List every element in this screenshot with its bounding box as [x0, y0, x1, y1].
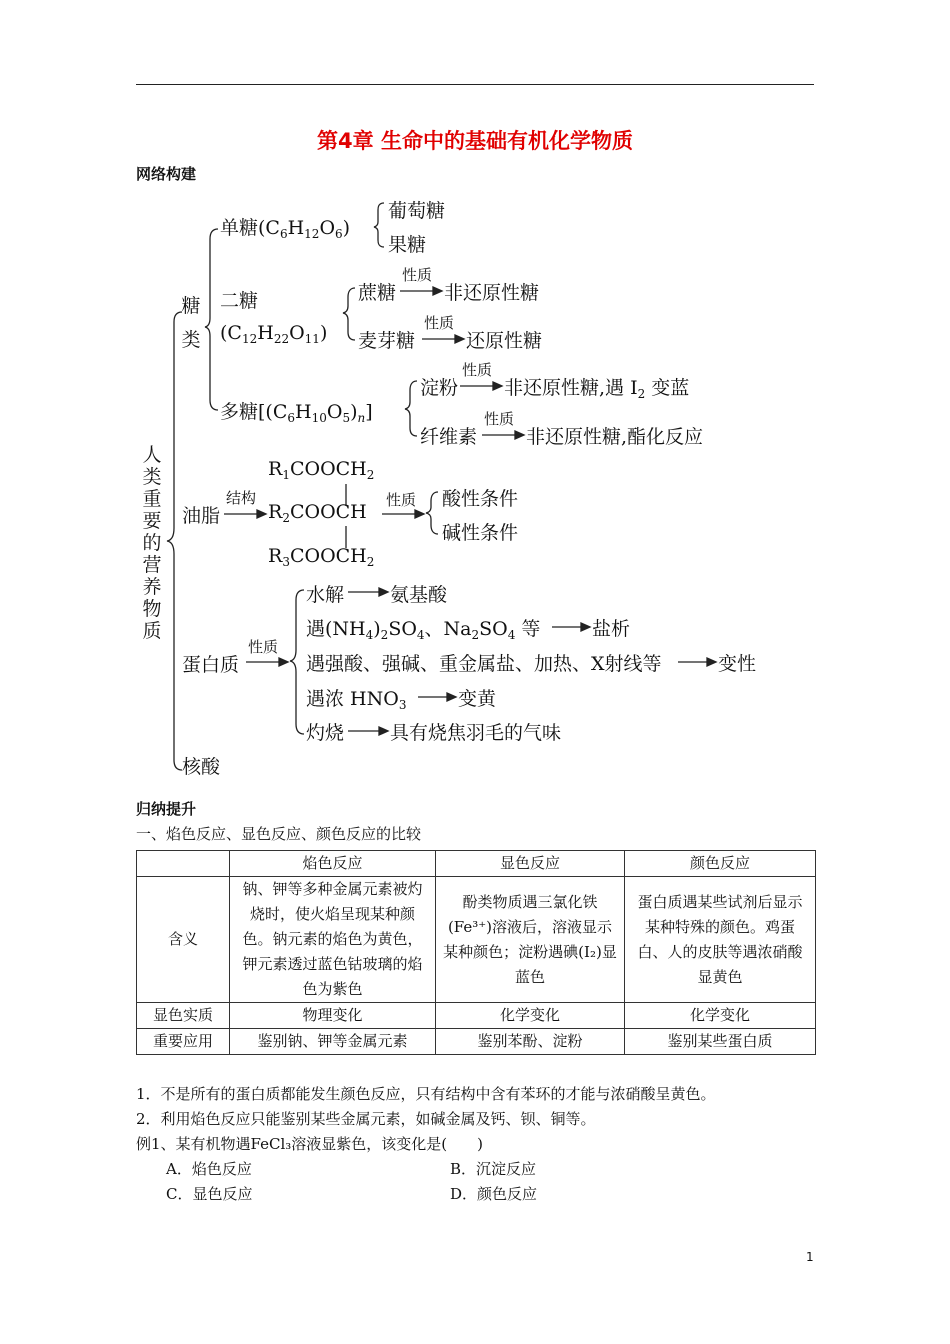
- protein-label: 蛋白质: [182, 654, 240, 676]
- protein-prop-label: 性质: [248, 638, 279, 656]
- cellulose-result: 非还原性糖,酯化反应: [526, 426, 704, 448]
- protein-burn-result: 具有烧焦羽毛的气味: [390, 722, 562, 744]
- table-row: [137, 1029, 816, 1055]
- maltose-prop-label: 性质: [424, 314, 455, 332]
- root-label: 人类重要的营养物质: [142, 444, 162, 642]
- page-title: 第4章 生命中的基础有机化学物质: [317, 129, 633, 153]
- table-cell: 化学变化: [625, 1003, 816, 1029]
- starch-prop-label: 性质: [462, 361, 493, 379]
- mono-sugar: 单糖$(C_6H_{12}O_6)$: [220, 217, 351, 241]
- sugar-brace: [205, 229, 218, 410]
- polysaccharide: 多糖$[(C_6H_{10}O_5)_n]$: [220, 401, 373, 425]
- option-a: A．焰色反应: [166, 1160, 252, 1178]
- maltose: 麦芽糖: [358, 330, 416, 352]
- ester-r1: $R_1COOCH_2$: [268, 458, 375, 482]
- fat-structure-label: 结构: [226, 489, 257, 507]
- protein-salt: 遇$(NH_4)_2SO_4$、$Na_2SO_4$ 等: [306, 618, 541, 642]
- table-cell: 钠、钾等多种金属元素被灼烧时，使火焰呈现某种颜色。钠元素的焰色为黄色，钾元素透过蓝色钴玻璃的焰色为紫色: [230, 877, 436, 1003]
- ester-r3: $R_3COOCH_2$: [268, 545, 375, 569]
- table-header-cell: [137, 851, 230, 877]
- mono-brace: [374, 203, 384, 247]
- fructose: 果糖: [388, 234, 427, 256]
- fat-prop-label: 性质: [386, 491, 417, 509]
- poly-brace: [405, 381, 417, 436]
- table-header-cell: 颜色反应: [625, 851, 816, 877]
- option-c: C．显色反应: [166, 1185, 253, 1203]
- option-d: D．颜色反应: [450, 1185, 538, 1203]
- protein-denature: 遇强酸、强碱、重金属盐、加热、X射线等: [306, 653, 662, 675]
- starch-result: 非还原性糖,遇 $I_2$ 变蓝: [504, 377, 690, 401]
- protein-denature-result: 变性: [718, 653, 757, 675]
- table-cell: 物理变化: [230, 1003, 436, 1029]
- protein-hydrolysis: 水解: [306, 584, 345, 606]
- root-brace: [167, 312, 182, 770]
- fat-label: 油脂: [182, 505, 221, 527]
- protein-hydrolysis-result: 氨基酸: [390, 584, 448, 606]
- table-row: [137, 1003, 816, 1029]
- table-header-cell: 显色反应: [436, 851, 625, 877]
- starch: 淀粉: [420, 377, 459, 399]
- fat-brace: [426, 492, 438, 534]
- table-row: [137, 877, 816, 1003]
- di-brace: [343, 288, 355, 340]
- table-cell: 鉴别钠、钾等金属元素: [230, 1029, 436, 1055]
- table-cell: 鉴别苯酚、淀粉: [436, 1029, 625, 1055]
- table-cell: 蛋白质遇某些试剂后显示某种特殊的颜色。鸡蛋白、人的皮肤等遇浓硝酸显黄色: [625, 877, 816, 1003]
- section-heading-network: 网络构建: [136, 165, 197, 183]
- protein-nitric: 遇浓 $HNO_3$: [306, 688, 407, 712]
- protein-salt-result: 盐析: [592, 618, 631, 640]
- cellulose-prop-label: 性质: [484, 410, 515, 428]
- sucrose: 蔗糖: [358, 282, 397, 304]
- page-number: 1: [806, 1250, 814, 1264]
- table-header-row: [137, 851, 816, 877]
- option-b: B．沉淀反应: [450, 1160, 537, 1178]
- example-stem: 例1、某有机物遇FeCl₃溶液显紫色，该变化是( ): [136, 1135, 484, 1153]
- fat-acid: 酸性条件: [442, 488, 519, 510]
- sucrose-result: 非还原性糖: [444, 282, 540, 304]
- note-1: 1．不是所有的蛋白质都能发生颜色反应，只有结构中含有苯环的才能与浓硝酸呈黄色。: [136, 1085, 716, 1103]
- protein-burn: 灼烧: [306, 722, 345, 744]
- fat-base: 碱性条件: [442, 522, 519, 544]
- protein-nitric-result: 变黄: [458, 688, 497, 710]
- protein-brace: [290, 590, 304, 734]
- maltose-result: 还原性糖: [466, 330, 543, 352]
- disaccharide-label: 二糖: [220, 290, 259, 312]
- table-cell: 鉴别某些蛋白质: [625, 1029, 816, 1055]
- table-cell: 显色实质: [137, 1003, 230, 1029]
- section-heading-summary: 归纳提升: [136, 800, 197, 818]
- table-cell: 含义: [137, 877, 230, 1003]
- nucleic-acid-label: 核酸: [182, 756, 221, 778]
- table-cell: 重要应用: [137, 1029, 230, 1055]
- cellulose: 纤维素: [420, 426, 478, 448]
- sucrose-prop-label: 性质: [402, 266, 433, 284]
- comparison-subheading: 一、焰色反应、显色反应、颜色反应的比较: [136, 825, 422, 843]
- note-2: 2．利用焰色反应只能鉴别某些金属元素，如碱金属及钙、钡、铜等。: [136, 1110, 596, 1128]
- comparison-table: [136, 850, 816, 1055]
- disaccharide-formula: $(C_{12}H_{22}O_{11})$: [220, 322, 328, 346]
- table-cell: 酚类物质遇三氯化铁(Fe³⁺)溶液后，溶液显示某种颜色；淀粉遇碘(I₂)显蓝色: [436, 877, 625, 1003]
- ester-r2: $R_2COOCH$: [268, 501, 367, 525]
- table-cell: 化学变化: [436, 1003, 625, 1029]
- table-header-cell: 焰色反应: [230, 851, 436, 877]
- sugar-label: 糖类: [181, 295, 201, 351]
- glucose: 葡萄糖: [388, 200, 446, 222]
